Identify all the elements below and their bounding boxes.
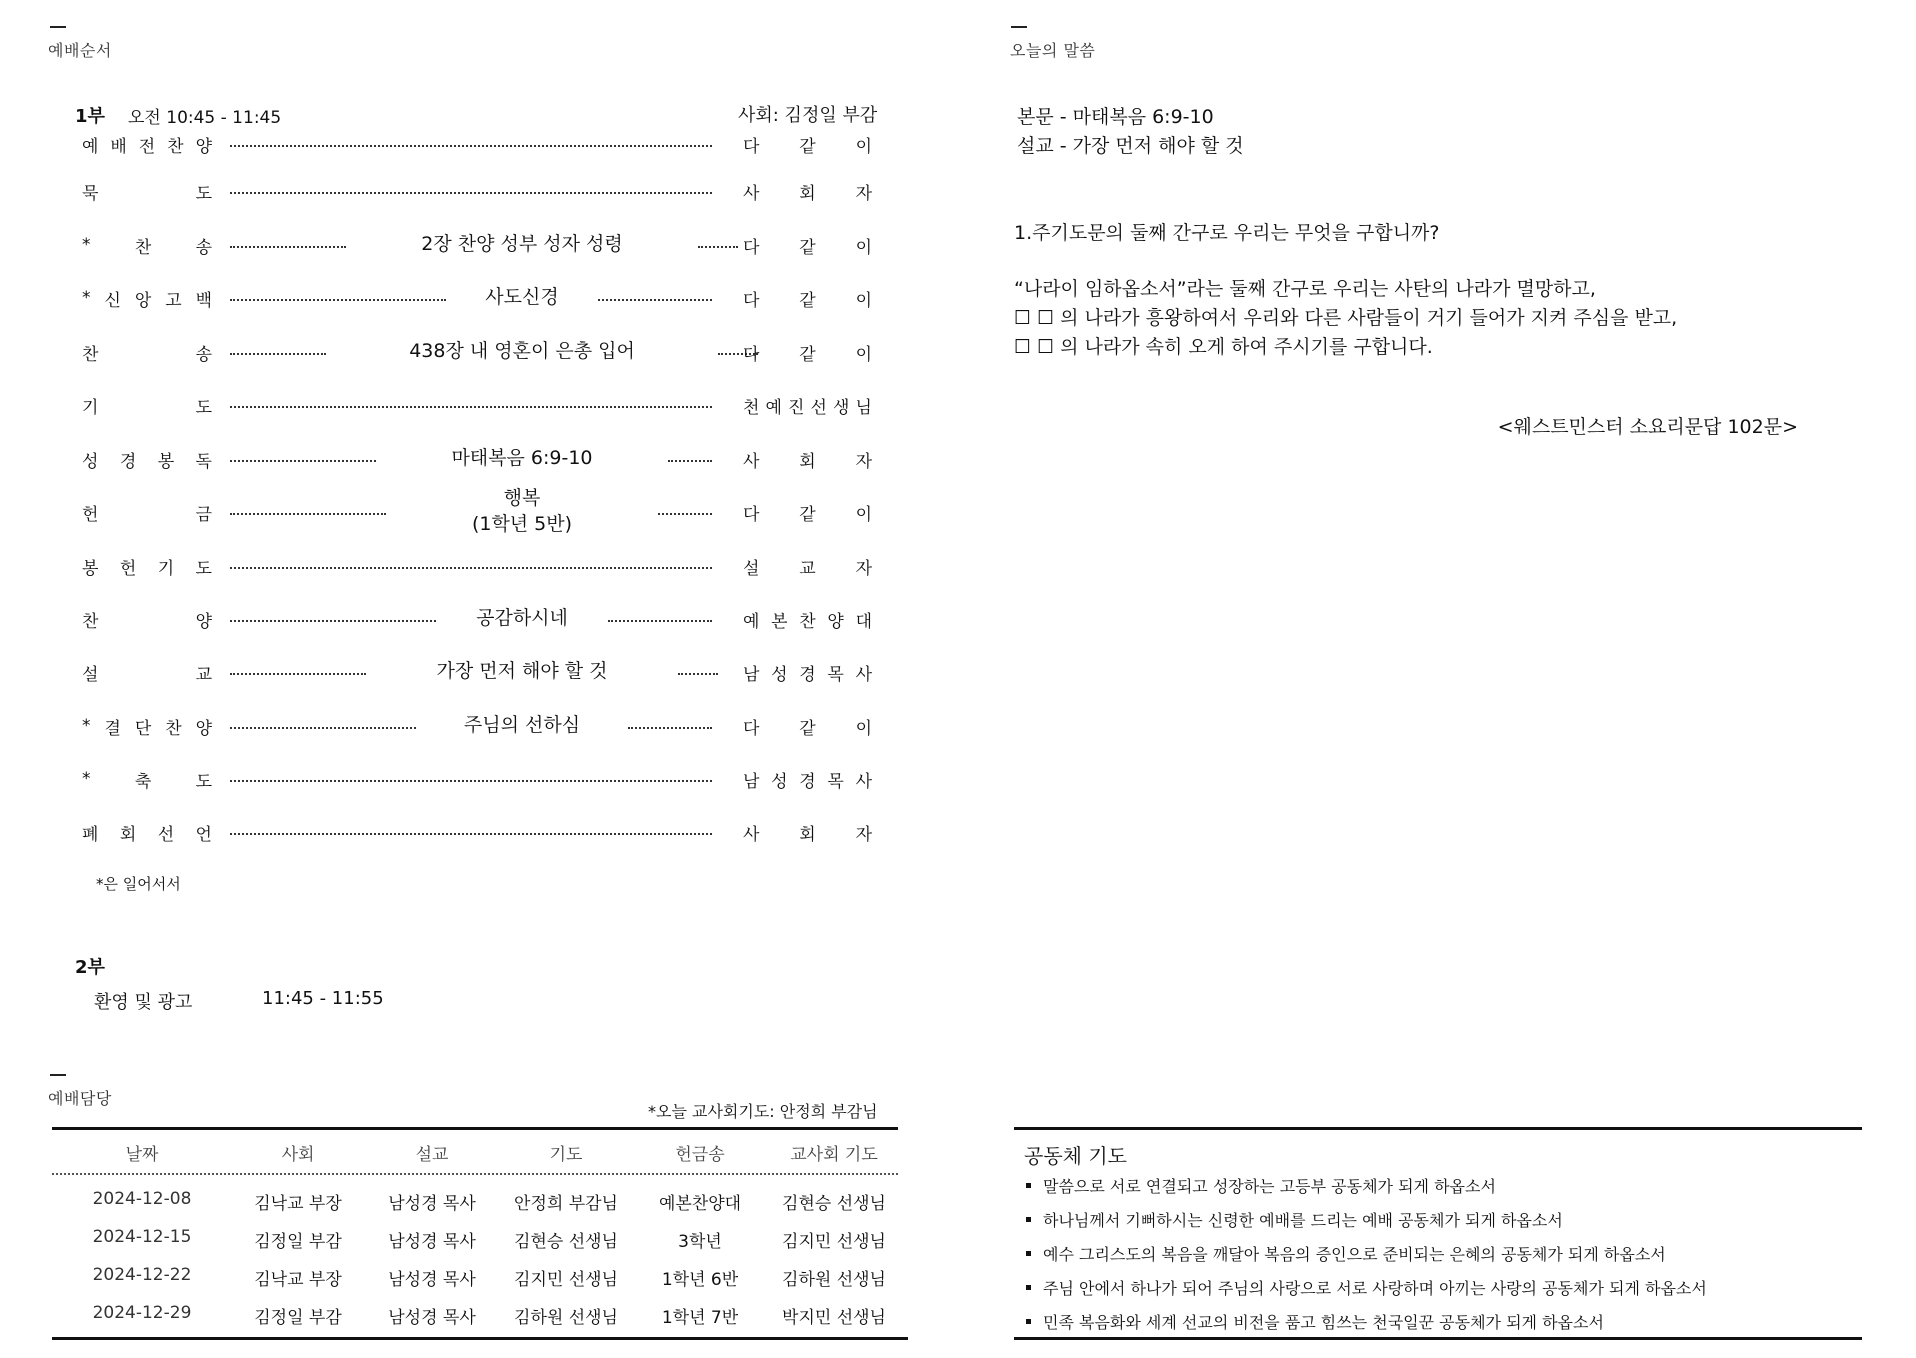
order-label-char: * bbox=[82, 288, 91, 308]
order-label-char: 선 bbox=[157, 824, 175, 845]
order-row bbox=[82, 176, 872, 206]
order-row bbox=[82, 657, 872, 687]
order-row-label bbox=[82, 444, 212, 474]
duty-section-title: 예배담당 bbox=[48, 1089, 112, 1108]
order-section-mark bbox=[50, 26, 66, 28]
order-label-char: 배 bbox=[110, 136, 127, 157]
order-row-leader bbox=[743, 283, 872, 313]
standing-note: *은 일어서서 bbox=[96, 875, 181, 893]
order-label-char: 교 bbox=[195, 664, 212, 685]
order-label-char: 양 bbox=[195, 611, 212, 632]
sermon-title: 설교 - 가장 먼저 해야 할 것 bbox=[1017, 135, 1244, 157]
order-leader-char: 예 bbox=[743, 611, 760, 632]
duty-cell: 김현승 선생님 bbox=[514, 1232, 618, 1252]
order-leader-char: 사 bbox=[743, 183, 760, 204]
order-row-label bbox=[82, 604, 212, 634]
order-leader-char: 자 bbox=[855, 824, 872, 845]
order-row-content: 가장 먼저 해야 할 것 bbox=[436, 660, 608, 683]
leader-dots bbox=[230, 353, 326, 355]
order-leader-char: 진 bbox=[788, 397, 805, 418]
order-label-char: 양 bbox=[195, 718, 212, 739]
order-row-leader bbox=[743, 711, 872, 741]
order-leader-char: 본 bbox=[771, 611, 788, 632]
duty-cell: 예본찬양대 bbox=[658, 1194, 742, 1214]
order-row bbox=[82, 129, 872, 159]
duty-cell: 남성경 목사 bbox=[388, 1270, 476, 1290]
order-row-leader bbox=[743, 390, 872, 420]
order-leader-char: 다 bbox=[743, 290, 760, 311]
order-label-char: 송 bbox=[195, 344, 212, 365]
part1-label: 1부 bbox=[75, 106, 105, 127]
duty-date-cell: 2024-12-08 bbox=[92, 1189, 192, 1209]
order-leader-char: 설 bbox=[743, 558, 760, 579]
order-row bbox=[82, 337, 872, 367]
order-label-char: 송 bbox=[195, 237, 212, 258]
order-row-leader bbox=[743, 444, 872, 474]
leader-dots bbox=[230, 620, 436, 622]
order-row-label bbox=[82, 390, 212, 420]
order-label-char: 설 bbox=[82, 664, 99, 685]
order-row-leader bbox=[743, 497, 872, 527]
catechism-answer-line: “나라이 임하옵소서”라는 둘째 간구로 우리는 사탄의 나라가 멸망하고, bbox=[1014, 278, 1596, 300]
order-leader-char: 찬 bbox=[799, 611, 816, 632]
order-leader-char: 사 bbox=[743, 451, 760, 472]
part2-item: 환영 및 광고 bbox=[94, 992, 193, 1013]
order-row-leader bbox=[743, 230, 872, 260]
order-label-char: 예 bbox=[82, 136, 99, 157]
order-leader-char: 성 bbox=[771, 771, 788, 792]
order-label-char: 기 bbox=[82, 397, 99, 418]
order-label-char: 전 bbox=[138, 136, 156, 157]
duty-section-mark bbox=[50, 1074, 66, 1076]
order-row bbox=[82, 390, 872, 420]
duty-date-cell: 2024-12-22 bbox=[92, 1265, 192, 1285]
catechism-question: 1.주기도문의 둘째 간구로 우리는 무엇을 구합니까? bbox=[1014, 222, 1440, 244]
catechism-answer-line: ☐ ☐ 의 나라가 흥왕하여서 우리와 다른 사람들이 거기 들어가 지켜 주심을 받고, bbox=[1014, 307, 1678, 329]
sermon-passage: 본문 - 마태복음 6:9-10 bbox=[1017, 106, 1214, 128]
order-label-char: 헌 bbox=[82, 504, 99, 525]
order-row-content: 사도신경 bbox=[485, 286, 559, 309]
duty-cell: 김낙교 부장 bbox=[254, 1270, 342, 1290]
community-prayer-text: 말씀으로 서로 연결되고 성장하는 고등부 공동체가 되게 하옵소서 bbox=[1043, 1177, 1496, 1196]
leader-dots bbox=[230, 567, 712, 569]
duty-column-header: 교사회 기도 bbox=[790, 1145, 878, 1165]
part2-label: 2부 bbox=[75, 957, 105, 978]
leader-dots bbox=[230, 513, 386, 515]
bullet-icon bbox=[1026, 1319, 1031, 1324]
bullet-icon bbox=[1026, 1183, 1031, 1188]
order-label-char: 찬 bbox=[165, 718, 182, 739]
duty-cell: 김정일 부감 bbox=[254, 1308, 342, 1328]
order-row-leader bbox=[743, 337, 872, 367]
order-label-char: 축 bbox=[134, 771, 152, 792]
leader-dots bbox=[230, 406, 712, 408]
community-prayer-text: 예수 그리스도의 복음을 깨달아 복음의 증인으로 준비되는 은혜의 공동체가 되게 하옵소서 bbox=[1043, 1245, 1666, 1264]
community-prayer-item bbox=[1026, 1310, 1604, 1333]
order-leader-char: 대 bbox=[855, 611, 872, 632]
duty-column-header: 기도 bbox=[549, 1145, 583, 1165]
order-leader-char: 생 bbox=[833, 397, 850, 418]
order-leader-char: 같 bbox=[799, 136, 816, 157]
duty-column-header: 날짜 bbox=[125, 1145, 159, 1165]
community-prayer-item bbox=[1026, 1174, 1496, 1197]
order-leader-char: 경 bbox=[799, 771, 816, 792]
community-prayer-text: 민족 복음화와 세계 선교의 비전을 품고 힘쓰는 천국일꾼 공동체가 되게 하옵소서 bbox=[1043, 1313, 1604, 1332]
duty-date-cell: 2024-12-15 bbox=[92, 1227, 192, 1247]
order-leader-char: 교 bbox=[799, 558, 816, 579]
order-row-label bbox=[82, 230, 212, 260]
order-leader-char: 사 bbox=[743, 824, 760, 845]
leader-dots bbox=[678, 673, 718, 675]
duty-cell: 1학년 7반 bbox=[661, 1308, 739, 1328]
duty-cell: 박지민 선생님 bbox=[782, 1308, 886, 1328]
order-row-leader bbox=[743, 176, 872, 206]
order-row-leader bbox=[743, 604, 872, 634]
order-leader-char: 남 bbox=[743, 771, 760, 792]
order-row bbox=[82, 604, 872, 634]
order-label-char: 찬 bbox=[134, 237, 152, 258]
duty-cell: 김낙교 부장 bbox=[254, 1194, 342, 1214]
duty-cell: 안정희 부감님 bbox=[514, 1194, 618, 1214]
duty-cell: 김정일 부감 bbox=[254, 1232, 342, 1252]
order-row-label bbox=[82, 283, 212, 313]
duty-table-header-rule bbox=[52, 1173, 898, 1175]
order-row bbox=[82, 817, 872, 847]
order-leader-char: 회 bbox=[799, 183, 816, 204]
order-leader-char: 사 bbox=[855, 771, 872, 792]
bullet-icon bbox=[1026, 1217, 1031, 1222]
order-leader-char: 선 bbox=[810, 397, 827, 418]
community-prayer-item bbox=[1026, 1208, 1563, 1231]
duty-cell: 남성경 목사 bbox=[388, 1308, 476, 1328]
order-leader-char: 목 bbox=[827, 771, 844, 792]
community-prayer-text: 하나님께서 기뻐하시는 신령한 예배를 드리는 예배 공동체가 되게 하옵소서 bbox=[1043, 1211, 1563, 1230]
order-leader-char: 양 bbox=[827, 611, 844, 632]
order-leader-char: 이 bbox=[855, 718, 872, 739]
order-leader-char: 다 bbox=[743, 718, 760, 739]
leader-dots bbox=[230, 833, 712, 835]
order-label-char: 찬 bbox=[82, 344, 99, 365]
order-section-title: 예배순서 bbox=[48, 41, 112, 60]
order-row-label bbox=[82, 176, 212, 206]
order-leader-char: 이 bbox=[855, 290, 872, 311]
order-leader-char: 자 bbox=[855, 183, 872, 204]
order-label-char: * bbox=[82, 716, 91, 736]
duty-table-top-rule bbox=[52, 1127, 898, 1130]
order-label-char: 폐 bbox=[82, 824, 99, 845]
catechism-answer-line: ☐ ☐ 의 나라가 속히 오게 하여 주시기를 구합니다. bbox=[1014, 336, 1433, 358]
part1-time: 오전 10:45 - 11:45 bbox=[128, 108, 282, 128]
order-label-char: 금 bbox=[195, 504, 212, 525]
leader-dots bbox=[230, 673, 366, 675]
order-label-char: 봉 bbox=[157, 451, 175, 472]
order-label-char: 성 bbox=[82, 451, 99, 472]
order-row-label bbox=[82, 817, 212, 847]
duty-cell: 김지민 선생님 bbox=[782, 1232, 886, 1252]
leader-dots bbox=[230, 460, 376, 462]
teacher-prayer-note: *오늘 교사회기도: 안정희 부감님 bbox=[648, 1102, 878, 1121]
order-row bbox=[82, 711, 872, 741]
leader-dots bbox=[230, 299, 446, 301]
leader-dots bbox=[230, 145, 712, 147]
order-leader-char: 다 bbox=[743, 504, 760, 525]
order-leader-char: 님 bbox=[855, 397, 872, 418]
order-row bbox=[82, 283, 872, 313]
catechism-reference: <웨스트민스터 소요리문답 102문> bbox=[1497, 416, 1798, 438]
order-leader-char: 자 bbox=[855, 558, 872, 579]
order-label-char: 도 bbox=[195, 558, 212, 579]
order-label-char: 고 bbox=[165, 290, 182, 311]
order-row-label bbox=[82, 497, 212, 527]
community-prayer-title: 공동체 기도 bbox=[1024, 1144, 1127, 1168]
order-row-label bbox=[82, 129, 212, 159]
duty-cell: 1학년 6반 bbox=[661, 1270, 739, 1290]
leader-dots bbox=[608, 620, 712, 622]
duty-cell: 김지민 선생님 bbox=[514, 1270, 618, 1290]
host-label: 사회: 김정일 부감 bbox=[738, 105, 878, 126]
order-row bbox=[82, 230, 872, 260]
order-row-leader bbox=[743, 551, 872, 581]
duty-cell: 김하원 선생님 bbox=[514, 1308, 618, 1328]
leader-dots bbox=[230, 780, 712, 782]
order-leader-char: 다 bbox=[743, 237, 760, 258]
order-label-char: 묵 bbox=[82, 183, 99, 204]
order-label-char: 기 bbox=[157, 558, 175, 579]
leader-dots bbox=[628, 727, 712, 729]
duty-table-bottom-rule bbox=[52, 1337, 908, 1340]
duty-date-cell: 2024-12-29 bbox=[92, 1303, 192, 1323]
order-label-char: 도 bbox=[195, 183, 212, 204]
order-leader-char: 이 bbox=[855, 504, 872, 525]
order-leader-char: 이 bbox=[855, 344, 872, 365]
order-leader-char: 회 bbox=[799, 451, 816, 472]
order-label-char: 도 bbox=[195, 397, 212, 418]
order-label-char: 독 bbox=[195, 451, 212, 472]
leader-dots bbox=[230, 192, 712, 194]
duty-cell: 남성경 목사 bbox=[388, 1232, 476, 1252]
order-row bbox=[82, 764, 872, 794]
community-prayer-item bbox=[1026, 1276, 1707, 1299]
order-leader-char: 이 bbox=[855, 237, 872, 258]
part2-time: 11:45 - 11:55 bbox=[262, 988, 384, 1009]
community-prayer-text: 주님 안에서 하나가 되어 주님의 사랑으로 서로 사랑하며 아끼는 사랑의 공동체가 되게 하옵소서 bbox=[1043, 1279, 1707, 1298]
order-row bbox=[82, 444, 872, 474]
order-label-char: 찬 bbox=[167, 136, 184, 157]
order-label-char: 결 bbox=[104, 718, 121, 739]
order-leader-char: 성 bbox=[771, 664, 788, 685]
order-label-char: 백 bbox=[195, 290, 212, 311]
community-prayer-item bbox=[1026, 1242, 1666, 1265]
duty-cell: 남성경 목사 bbox=[388, 1194, 476, 1214]
order-row bbox=[82, 551, 872, 581]
bullet-icon bbox=[1026, 1251, 1031, 1256]
leader-dots bbox=[698, 246, 738, 248]
order-row-content: 주님의 선하심 bbox=[463, 714, 581, 737]
leader-dots bbox=[598, 299, 712, 301]
order-leader-char: 남 bbox=[743, 664, 760, 685]
bullet-icon bbox=[1026, 1285, 1031, 1290]
order-leader-char: 경 bbox=[799, 664, 816, 685]
order-row-leader bbox=[743, 129, 872, 159]
order-label-char: * bbox=[82, 235, 91, 255]
sermon-section-title: 오늘의 말씀 bbox=[1010, 41, 1096, 60]
order-row-leader bbox=[743, 657, 872, 687]
order-label-char: * bbox=[82, 769, 91, 789]
order-leader-char: 다 bbox=[743, 136, 760, 157]
order-label-char: 단 bbox=[134, 718, 152, 739]
duty-column-header: 설교 bbox=[415, 1145, 449, 1165]
order-leader-char: 예 bbox=[765, 397, 782, 418]
order-leader-char: 같 bbox=[799, 290, 816, 311]
order-leader-char: 회 bbox=[799, 824, 816, 845]
order-leader-char: 자 bbox=[855, 451, 872, 472]
order-leader-char: 같 bbox=[799, 344, 816, 365]
order-leader-char: 사 bbox=[855, 664, 872, 685]
duty-cell: 김현승 선생님 bbox=[782, 1194, 886, 1214]
leader-dots bbox=[230, 727, 416, 729]
order-label-char: 양 bbox=[195, 136, 212, 157]
order-row-content: 438장 내 영혼이 은총 입어 bbox=[409, 340, 635, 363]
order-label-char: 찬 bbox=[82, 611, 99, 632]
order-leader-char: 같 bbox=[799, 237, 816, 258]
order-label-char: 언 bbox=[195, 824, 212, 845]
order-leader-char: 천 bbox=[743, 397, 760, 418]
leader-dots bbox=[658, 513, 712, 515]
order-row-label bbox=[82, 551, 212, 581]
duty-column-header: 헌금송 bbox=[675, 1145, 725, 1165]
leader-dots bbox=[230, 246, 346, 248]
sermon-section-mark bbox=[1011, 26, 1027, 28]
order-leader-char: 다 bbox=[743, 344, 760, 365]
order-leader-char: 같 bbox=[799, 504, 816, 525]
order-label-char: 봉 bbox=[82, 558, 99, 579]
order-row-label bbox=[82, 657, 212, 687]
order-row-label bbox=[82, 764, 212, 794]
duty-cell: 3학년 bbox=[678, 1232, 722, 1252]
community-prayer-top-rule bbox=[1014, 1127, 1862, 1130]
duty-column-header: 사회 bbox=[281, 1145, 315, 1165]
order-label-char: 신 bbox=[104, 290, 121, 311]
order-row-leader bbox=[743, 817, 872, 847]
order-label-char: 도 bbox=[195, 771, 212, 792]
order-row bbox=[82, 487, 872, 535]
order-row-label bbox=[82, 337, 212, 367]
community-prayer-bottom-rule bbox=[1014, 1337, 1862, 1340]
order-leader-char: 목 bbox=[827, 664, 844, 685]
order-row-content: 2장 찬양 성부 성자 성령 bbox=[421, 233, 623, 256]
order-label-char: 회 bbox=[119, 824, 137, 845]
order-label-char: 헌 bbox=[119, 558, 137, 579]
order-leader-char: 이 bbox=[855, 136, 872, 157]
order-row-label bbox=[82, 711, 212, 741]
order-row-content: 마태복음 6:9-10 bbox=[451, 447, 593, 470]
order-row-leader bbox=[743, 764, 872, 794]
leader-dots bbox=[668, 460, 712, 462]
order-row-content: 행복 (1학년 5반) bbox=[471, 487, 573, 535]
order-label-char: 경 bbox=[119, 451, 137, 472]
order-leader-char: 같 bbox=[799, 718, 816, 739]
duty-cell: 김하원 선생님 bbox=[782, 1270, 886, 1290]
order-label-char: 앙 bbox=[134, 290, 152, 311]
order-row-content: 공감하시네 bbox=[476, 607, 568, 630]
